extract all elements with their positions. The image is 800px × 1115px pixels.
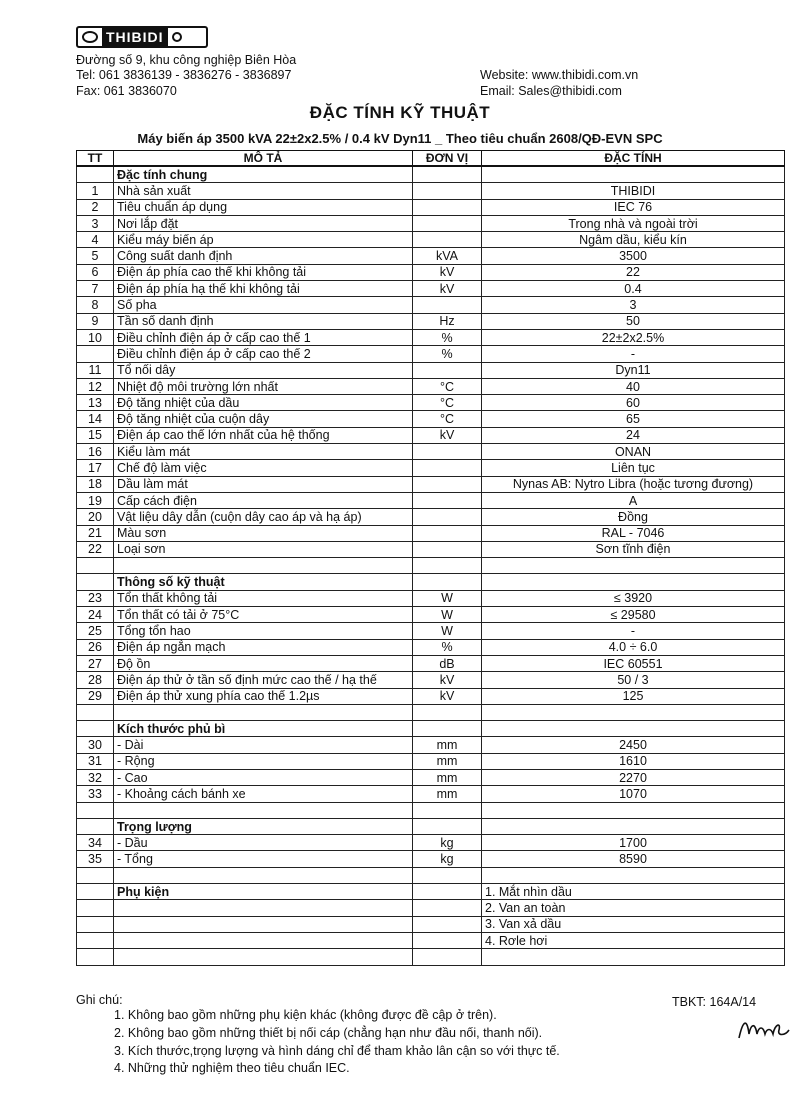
cell-spec: IEC 76 <box>482 199 785 215</box>
cell-desc <box>114 704 413 720</box>
cell-unit: W <box>413 623 482 639</box>
note-2: 2. Không bao gồm những thiết bị nối cáp (chẳng hạn như đầu nối, thanh nối). <box>114 1026 543 1040</box>
cell-tt: 6 <box>77 264 114 280</box>
cell-unit <box>413 802 482 818</box>
cell-desc: Kiểu máy biến áp <box>114 232 413 248</box>
table-row <box>77 215 785 231</box>
cell-tt: 10 <box>77 329 114 345</box>
cell-tt <box>77 704 114 720</box>
cell-spec: 3 <box>482 297 785 313</box>
cell-unit <box>413 818 482 834</box>
cell-tt: 30 <box>77 737 114 753</box>
section-heading-row <box>77 574 785 590</box>
cell-unit: kV <box>413 281 482 297</box>
cell-tt <box>77 574 114 590</box>
table-row <box>77 476 785 492</box>
cell-spec: Trong nhà và ngoài trời <box>482 215 785 231</box>
cell-unit <box>413 166 482 183</box>
cell-unit <box>413 525 482 541</box>
cell-unit: Hz <box>413 313 482 329</box>
cell-unit: kV <box>413 688 482 704</box>
logo-wordmark: THIBIDI <box>102 28 168 46</box>
cell-unit <box>413 199 482 215</box>
cell-desc: Tiêu chuẩn áp dụng <box>114 199 413 215</box>
table-row <box>77 835 785 851</box>
cell-desc: - Khoảng cách bánh xe <box>114 786 413 802</box>
cell-tt: 14 <box>77 411 114 427</box>
table-row <box>77 639 785 655</box>
accessory-row <box>77 932 785 948</box>
cell-unit <box>413 509 482 525</box>
table-row <box>77 655 785 671</box>
cell-tt <box>77 932 114 948</box>
cell-spec: - <box>482 346 785 362</box>
cell-spec: Nynas AB: Nytro Libra (hoặc tương đương) <box>482 476 785 492</box>
cell-tt: 8 <box>77 297 114 313</box>
cell-unit <box>413 476 482 492</box>
table-row <box>77 737 785 753</box>
blank-row <box>77 867 785 883</box>
table-row <box>77 786 785 802</box>
cell-spec: THIBIDI <box>482 183 785 199</box>
cell-unit: kV <box>413 427 482 443</box>
cell-desc: Màu sơn <box>114 525 413 541</box>
cell-tt: 35 <box>77 851 114 867</box>
cell-unit: °C <box>413 395 482 411</box>
cell-tt: 9 <box>77 313 114 329</box>
cell-tt <box>77 802 114 818</box>
company-fax: Fax: 061 3836070 <box>76 84 177 98</box>
cell-spec: ≤ 29580 <box>482 607 785 623</box>
cell-spec: IEC 60551 <box>482 655 785 671</box>
cell-desc: Điều chỉnh điện áp ở cấp cao thế 1 <box>114 329 413 345</box>
table-row <box>77 183 785 199</box>
cell-desc: Loại sơn <box>114 541 413 557</box>
accessory-item: 3. Van xả dầu <box>482 916 785 932</box>
table-row <box>77 607 785 623</box>
table-row <box>77 541 785 557</box>
cell-desc: Nhà sản xuất <box>114 183 413 199</box>
cell-desc: Dầu làm mát <box>114 476 413 492</box>
cell-tt: 31 <box>77 753 114 769</box>
table-row <box>77 427 785 443</box>
cell-unit: kg <box>413 835 482 851</box>
accessories-heading: Phụ kiện <box>114 884 413 900</box>
table-row <box>77 378 785 394</box>
cell-spec: 40 <box>482 378 785 394</box>
cell-desc <box>114 932 413 948</box>
cell-spec: ONAN <box>482 444 785 460</box>
cell-tt: 4 <box>77 232 114 248</box>
cell-tt: 34 <box>77 835 114 851</box>
cell-spec: 1700 <box>482 835 785 851</box>
cell-spec: A <box>482 492 785 508</box>
cell-spec: 125 <box>482 688 785 704</box>
cell-tt: 27 <box>77 655 114 671</box>
cell-spec <box>482 704 785 720</box>
cell-unit: mm <box>413 753 482 769</box>
cell-tt: 33 <box>77 786 114 802</box>
cell-spec: 22 <box>482 264 785 280</box>
cell-spec <box>482 867 785 883</box>
cell-desc: Vật liệu dây dẫn (cuộn dây cao áp và hạ áp) <box>114 509 413 525</box>
cell-tt: 25 <box>77 623 114 639</box>
cell-desc: Độ tăng nhiệt của cuộn dây <box>114 411 413 427</box>
cell-desc: Điện áp phía cao thế khi không tải <box>114 264 413 280</box>
table-header-row <box>77 151 785 167</box>
cell-desc: Kiểu làm mát <box>114 444 413 460</box>
cell-unit <box>413 460 482 476</box>
company-tel: Tel: 061 3836139 - 3836276 - 3836897 <box>76 68 292 82</box>
cell-unit <box>413 215 482 231</box>
cell-unit <box>413 704 482 720</box>
cell-unit <box>413 721 482 737</box>
cell-desc <box>114 949 413 965</box>
document-title: ĐẶC TÍNH KỸ THUẬT <box>309 103 491 122</box>
table-row <box>77 525 785 541</box>
thibidi-logo <box>76 26 208 48</box>
cell-tt: 2 <box>77 199 114 215</box>
cell-tt: 7 <box>77 281 114 297</box>
table-row <box>77 329 785 345</box>
cell-tt <box>77 818 114 834</box>
cell-desc: - Dài <box>114 737 413 753</box>
cell-unit: dB <box>413 655 482 671</box>
cell-tt <box>77 884 114 900</box>
cell-tt: 32 <box>77 769 114 785</box>
accessory-item: 2. Van an toàn <box>482 900 785 916</box>
cell-tt <box>77 166 114 183</box>
cell-tt: 12 <box>77 378 114 394</box>
cell-tt: 23 <box>77 590 114 606</box>
cell-spec: 24 <box>482 427 785 443</box>
section-heading-row <box>77 166 785 183</box>
logo-ring-icon <box>82 31 98 43</box>
doc-code: TBKT: 164A/14 <box>672 995 757 1009</box>
cell-spec: 4.0 ÷ 6.0 <box>482 639 785 655</box>
section-heading: Đặc tính chung <box>114 166 413 183</box>
table-row <box>77 769 785 785</box>
cell-tt <box>77 721 114 737</box>
blank-row <box>77 949 785 965</box>
cell-unit: mm <box>413 737 482 753</box>
accessory-item: 4. Rơle hơi <box>482 932 785 948</box>
table-row <box>77 509 785 525</box>
cell-unit <box>413 444 482 460</box>
accessory-row <box>77 916 785 932</box>
cell-unit <box>413 932 482 948</box>
cell-spec <box>482 721 785 737</box>
cell-tt: 18 <box>77 476 114 492</box>
table-row <box>77 264 785 280</box>
spec-table <box>76 150 785 966</box>
cell-spec: Đồng <box>482 509 785 525</box>
cell-spec: Sơn tĩnh điện <box>482 541 785 557</box>
cell-unit: mm <box>413 786 482 802</box>
cell-unit: % <box>413 639 482 655</box>
cell-spec <box>482 558 785 574</box>
cell-unit <box>413 362 482 378</box>
blank-row <box>77 802 785 818</box>
cell-unit: °C <box>413 411 482 427</box>
accessory-item: 1. Mắt nhìn dầu <box>482 884 785 900</box>
cell-tt: 17 <box>77 460 114 476</box>
table-row <box>77 851 785 867</box>
cell-desc: Nơi lắp đặt <box>114 215 413 231</box>
notes-label: Ghi chú: <box>76 993 123 1007</box>
table-row <box>77 460 785 476</box>
cell-unit <box>413 558 482 574</box>
cell-desc: Tổn thất không tải <box>114 590 413 606</box>
cell-tt: 19 <box>77 492 114 508</box>
cell-unit <box>413 900 482 916</box>
cell-unit: % <box>413 329 482 345</box>
cell-desc: Điện áp thử xung phía cao thế 1.2µs <box>114 688 413 704</box>
cell-desc <box>114 867 413 883</box>
cell-desc: Nhiệt độ môi trường lớn nhất <box>114 378 413 394</box>
cell-spec: ≤ 3920 <box>482 590 785 606</box>
table-row <box>77 248 785 264</box>
cell-unit <box>413 867 482 883</box>
note-4: 4. Những thử nghiệm theo tiêu chuẩn IEC. <box>114 1061 350 1075</box>
table-row <box>77 395 785 411</box>
section-heading: Trọng lượng <box>114 818 413 834</box>
cell-spec <box>482 802 785 818</box>
cell-desc <box>114 802 413 818</box>
cell-unit <box>413 574 482 590</box>
cell-desc: Điện áp cao thế lớn nhất của hệ thống <box>114 427 413 443</box>
cell-spec: 8590 <box>482 851 785 867</box>
logo-dot-icon <box>172 32 182 42</box>
blank-row <box>77 558 785 574</box>
cell-unit: kVA <box>413 248 482 264</box>
section-heading: Kích thước phủ bì <box>114 721 413 737</box>
table-row <box>77 753 785 769</box>
cell-unit <box>413 916 482 932</box>
table-row <box>77 232 785 248</box>
cell-desc: Cấp cách điện <box>114 492 413 508</box>
table-row <box>77 346 785 362</box>
cell-tt: 20 <box>77 509 114 525</box>
cell-desc: Tổn thất có tải ở 75°C <box>114 607 413 623</box>
cell-spec: Ngâm dầu, kiểu kín <box>482 232 785 248</box>
accessory-row <box>77 900 785 916</box>
company-website: Website: www.thibidi.com.vn <box>480 68 639 82</box>
table-row <box>77 688 785 704</box>
cell-unit <box>413 492 482 508</box>
accessory-row <box>77 884 785 900</box>
cell-spec: 3500 <box>482 248 785 264</box>
cell-desc: - Dầu <box>114 835 413 851</box>
cell-spec: 60 <box>482 395 785 411</box>
cell-unit <box>413 884 482 900</box>
table-row <box>77 444 785 460</box>
cell-desc: Tần số danh định <box>114 313 413 329</box>
cell-tt <box>77 916 114 932</box>
cell-spec: 0.4 <box>482 281 785 297</box>
cell-tt: 22 <box>77 541 114 557</box>
cell-spec: 50 <box>482 313 785 329</box>
cell-tt: 21 <box>77 525 114 541</box>
cell-tt <box>77 558 114 574</box>
cell-tt: 26 <box>77 639 114 655</box>
cell-spec: 1610 <box>482 753 785 769</box>
cell-tt: 15 <box>77 427 114 443</box>
cell-desc: Tổng tổn hao <box>114 623 413 639</box>
cell-tt: 3 <box>77 215 114 231</box>
cell-unit <box>413 297 482 313</box>
section-heading-row <box>77 818 785 834</box>
cell-spec <box>482 574 785 590</box>
cell-desc: Điều chỉnh điện áp ở cấp cao thế 2 <box>114 346 413 362</box>
cell-tt: 16 <box>77 444 114 460</box>
col-header-unit: ĐƠN VỊ <box>413 151 482 167</box>
cell-spec: 50 / 3 <box>482 672 785 688</box>
table-row <box>77 281 785 297</box>
cell-tt: 29 <box>77 688 114 704</box>
cell-tt: 5 <box>77 248 114 264</box>
cell-desc: Công suất danh định <box>114 248 413 264</box>
note-3: 3. Kích thước,trọng lượng và hình dáng chỉ để tham khảo lân cận so với thực tế. <box>114 1044 560 1058</box>
table-row <box>77 411 785 427</box>
cell-unit <box>413 232 482 248</box>
cell-tt: 28 <box>77 672 114 688</box>
cell-spec <box>482 166 785 183</box>
table-row <box>77 623 785 639</box>
section-heading: Thông số kỹ thuật <box>114 574 413 590</box>
cell-unit <box>413 541 482 557</box>
cell-unit <box>413 949 482 965</box>
cell-desc <box>114 900 413 916</box>
cell-desc: Điện áp ngắn mạch <box>114 639 413 655</box>
cell-tt <box>77 900 114 916</box>
cell-desc: Chế độ làm việc <box>114 460 413 476</box>
section-heading-row <box>77 721 785 737</box>
cell-desc <box>114 916 413 932</box>
cell-desc: Tổ nối dây <box>114 362 413 378</box>
cell-desc: Độ ồn <box>114 655 413 671</box>
col-header-spec: ĐẶC TÍNH <box>482 151 785 167</box>
cell-desc: - Rộng <box>114 753 413 769</box>
cell-tt: 11 <box>77 362 114 378</box>
cell-unit: kg <box>413 851 482 867</box>
cell-unit: % <box>413 346 482 362</box>
cell-unit: kV <box>413 264 482 280</box>
cell-tt: 1 <box>77 183 114 199</box>
col-header-desc: MÔ TẢ <box>114 151 413 167</box>
table-row <box>77 297 785 313</box>
table-row <box>77 672 785 688</box>
cell-tt: 13 <box>77 395 114 411</box>
cell-spec <box>482 949 785 965</box>
cell-desc: - Cao <box>114 769 413 785</box>
col-header-tt: TT <box>77 151 114 167</box>
table-row <box>77 362 785 378</box>
cell-desc: Số pha <box>114 297 413 313</box>
table-row <box>77 313 785 329</box>
cell-unit: mm <box>413 769 482 785</box>
cell-tt <box>77 867 114 883</box>
cell-unit: °C <box>413 378 482 394</box>
cell-spec: - <box>482 623 785 639</box>
cell-spec: 22±2x2.5% <box>482 329 785 345</box>
cell-spec: Dyn11 <box>482 362 785 378</box>
company-email: Email: Sales@thibidi.com <box>480 84 622 98</box>
cell-desc <box>114 558 413 574</box>
cell-desc: Điện áp phía hạ thế khi không tải <box>114 281 413 297</box>
signature-icon <box>735 1014 791 1042</box>
note-1: 1. Không bao gồm những phụ kiện khác (không được đề cập ở trên). <box>114 1008 497 1022</box>
spec-table-body <box>77 166 785 965</box>
cell-unit: W <box>413 590 482 606</box>
cell-spec: Liên tục <box>482 460 785 476</box>
cell-unit: W <box>413 607 482 623</box>
cell-spec: 2270 <box>482 769 785 785</box>
table-row <box>77 199 785 215</box>
cell-spec: 2450 <box>482 737 785 753</box>
cell-spec <box>482 818 785 834</box>
document-subtitle: Máy biến áp 3500 kVA 22±2x2.5% / 0.4 kV Dyn11 _ Theo tiêu chuẩn 2608/QĐ-EVN SPC <box>137 131 663 146</box>
cell-tt <box>77 949 114 965</box>
cell-tt <box>77 346 114 362</box>
cell-unit: kV <box>413 672 482 688</box>
cell-desc: Độ tăng nhiệt của dầu <box>114 395 413 411</box>
cell-tt: 24 <box>77 607 114 623</box>
cell-unit <box>413 183 482 199</box>
cell-spec: RAL - 7046 <box>482 525 785 541</box>
cell-desc: - Tổng <box>114 851 413 867</box>
cell-spec: 1070 <box>482 786 785 802</box>
blank-row <box>77 704 785 720</box>
table-row <box>77 492 785 508</box>
table-row <box>77 590 785 606</box>
company-address: Đường số 9, khu công nghiệp Biên Hòa <box>76 53 297 67</box>
cell-desc: Điện áp thử ở tần số định mức cao thế / hạ thế <box>114 672 413 688</box>
cell-spec: 65 <box>482 411 785 427</box>
